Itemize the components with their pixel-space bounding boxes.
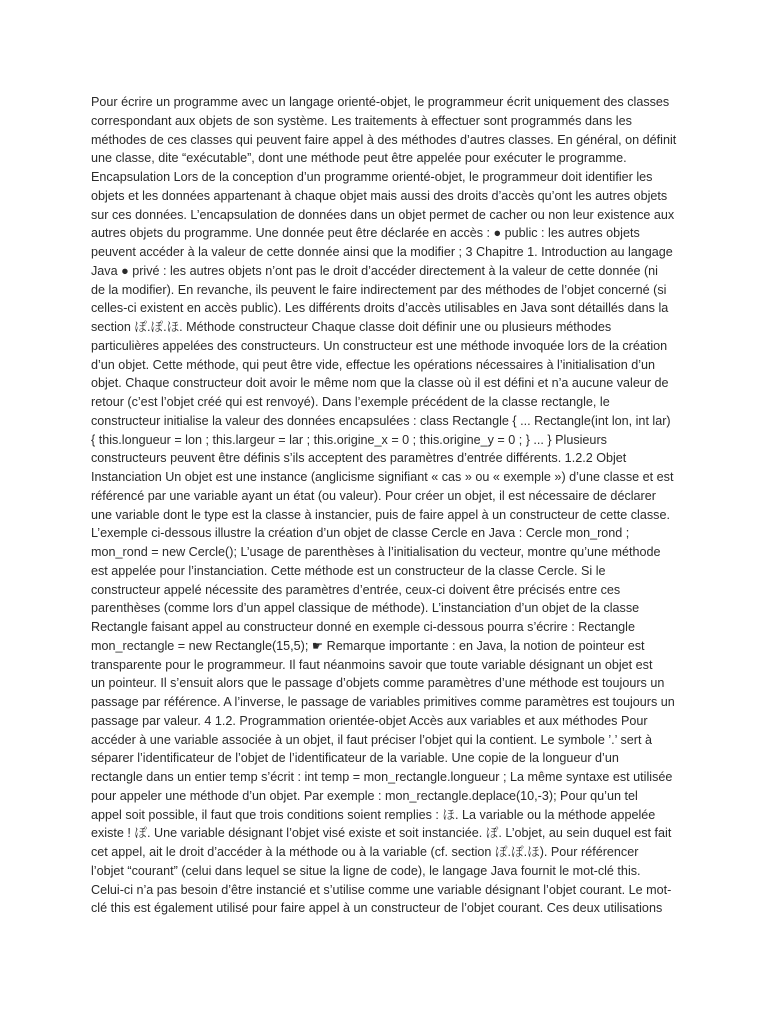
text-line: méthodes de ces classes qui peuvent faire appel à des méthodes d’autres classes. En général, on définit bbox=[91, 132, 677, 147]
text-line: pour appeler une méthode d’un objet. Par exemple : mon_rectangle.deplace(10,-3); Pour qu’un tel bbox=[91, 788, 638, 803]
text-line: parenthèses (comme lors d’un appel classique de méthode). L’instanciation d’un objet de la classe bbox=[91, 601, 640, 616]
text-line: objets et les données appartenant à chaque objet mais aussi des droits d’accès qu’ont les autres objets bbox=[91, 188, 668, 203]
text-line: section ぽ.ぽ.ほ. Méthode constructeur Chaque classe doit définir une ou plusieurs méthodes bbox=[91, 320, 612, 334]
text-line: appel soit possible, il faut que trois conditions soient remplies : ほ. La variable ou la méthode appelée bbox=[91, 807, 656, 822]
text-line: une variable dont le type est la classe à instancier, puis de faire appel à un constructeur de cette classe. bbox=[91, 507, 670, 522]
text-line: autres objets du programme. Une donnée peut être déclarée en accès : ● public : les autres objets bbox=[91, 226, 640, 241]
text-line: retour (c’est l’objet créé qui est renvoyé). Dans l’exemple précédent de la classe rectangle, le bbox=[91, 395, 610, 409]
text-line: particulières appelées des constructeurs. Un constructeur est une méthode invoquée lors de la création bbox=[91, 338, 668, 353]
text-line: constructeur initialise la valeur des données encapsulées : class Rectangle { ... Rectangle(int lon, int lar) bbox=[91, 413, 671, 428]
text-line: séparer l’identificateur de l’objet de l’identificateur de la variable. Une copie de la longueur d’un bbox=[91, 751, 619, 766]
text-line: accéder à une variable associée à un objet, il faut préciser l’objet qui la contient. Le symbole ’.’ sert à bbox=[91, 732, 652, 747]
text-line: Java ● privé : les autres objets n’ont pas le droit d’accéder directement à la valeur de cette donnée (ni bbox=[91, 263, 658, 278]
text-line: existe ! ぽ. Une variable désignant l’objet visé existe et soit instanciée. ぽ. L’objet, au sein duquel est fait bbox=[91, 826, 672, 841]
text-line: est appelée pour l’instanciation. Cette méthode est un constructeur de la classe Cercle. Si le bbox=[91, 563, 606, 578]
text-line: passage par valeur. 4 1.2. Programmation orientée-objet Accès aux variables et aux méthodes Pour bbox=[91, 713, 648, 728]
text-line: mon_rectangle = new Rectangle(15,5); ☛ Remarque importante : en Java, la notion de pointeur est bbox=[91, 638, 645, 653]
text-line: de la modifier). En revanche, ils peuvent le faire indirectement par des méthodes de l’objet concerné (si bbox=[91, 282, 667, 297]
text-line: clé this est également utilisé pour faire appel à un constructeur de l’objet courant. Ces deux utilisations bbox=[91, 901, 663, 916]
text-line: Celui-ci n’a pas besoin d’être instancié et s’utilise comme une variable désignant l’objet courant. Le mot- bbox=[91, 882, 672, 897]
text-line: Encapsulation Lors de la conception d’un programme orienté-objet, le programmeur doit identifier les bbox=[91, 170, 653, 184]
text-line: sur ces données. L’encapsulation de données dans un objet permet de cacher ou non leur existence aux bbox=[91, 207, 675, 222]
text-line: passage par référence. A l’inverse, le passage de variables primitives comme paramètres est toujours un bbox=[91, 695, 675, 709]
text-line: peuvent accéder à la valeur de cette donnée ainsi que la modifier ; 3 Chapitre 1. Introduction au langage bbox=[91, 245, 673, 259]
text-line: cet appel, ait le droit d’accéder à la méthode ou à la variable (cf. section ぽ.ぽ.ほ). Pour référencer bbox=[91, 845, 639, 859]
text-line: mon_rond = new Cercle(); L’usage de parenthèses à l’initialisation du vecteur, montre qu’une méthode bbox=[91, 545, 661, 559]
text-line: l’objet “courant” (celui dans lequel se situe la ligne de code), le langage Java fournit le mot-clé this. bbox=[91, 863, 641, 878]
text-line: L’exemple ci-dessous illustre la création d’un objet de classe Cercle en Java : Cercle mon_rond ; bbox=[91, 526, 630, 541]
text-line: rectangle dans un entier temp s’écrit : int temp = mon_rectangle.longueur ; La même syntaxe est utilisée bbox=[91, 770, 673, 784]
text-line: Pour écrire un programme avec un langage orienté-objet, le programmeur écrit uniquement des classes bbox=[91, 95, 670, 109]
text-line: constructeur appelé nécessite des paramètres d’entrée, ceux-ci doivent être précisés entre ces bbox=[91, 582, 621, 597]
text-line: constructeurs peuvent être définis s’ils acceptent des paramètres d’entrée différents. 1.2.2 Objet bbox=[91, 451, 627, 466]
text-line: { this.longueur = lon ; this.largeur = lar ; this.origine_x = 0 ; this.origine_y = 0 ; } ... } Plusieurs bbox=[91, 432, 607, 447]
text-line: un pointeur. Il s’ensuit alors que le passage d’objets comme paramètres d’une méthode est toujours un bbox=[91, 676, 665, 691]
text-line: une classe, dite “exécutable”, dont une méthode peut être appelée pour exécuter le programme. bbox=[91, 151, 627, 166]
text-line: Instanciation Un objet est une instance (anglicisme signifiant « cas » ou « exemple ») d’une classe et est bbox=[91, 470, 674, 484]
body-text bbox=[91, 93, 689, 918]
text-line: transparente pour le programmeur. Il faut néanmoins savoir que toute variable désignant un objet est bbox=[91, 657, 653, 672]
text-line: Rectangle faisant appel au constructeur donné en exemple ci-dessous pourra s’écrire : Rectangle bbox=[91, 620, 635, 634]
text-line: d’un objet. Cette méthode, qui peut être vide, effectue les opérations nécessaires à l’initialisation d’un bbox=[91, 357, 656, 372]
text-line: celles-ci existent en accès public). Les différents droits d’accès utilisables en Java sont détaillés dans la bbox=[91, 301, 669, 316]
text-line: référencé par une variable ayant un état (ou valeur). Pour créer un objet, il est nécessaire de déclarer bbox=[91, 488, 656, 503]
text-line: correspondant aux objets de son système. Les traitements à effectuer sont programmés dans les bbox=[91, 113, 632, 128]
text-line: objet. Chaque constructeur doit avoir le même nom que la classe où il est défini et n’a aucune valeur de bbox=[91, 376, 669, 391]
